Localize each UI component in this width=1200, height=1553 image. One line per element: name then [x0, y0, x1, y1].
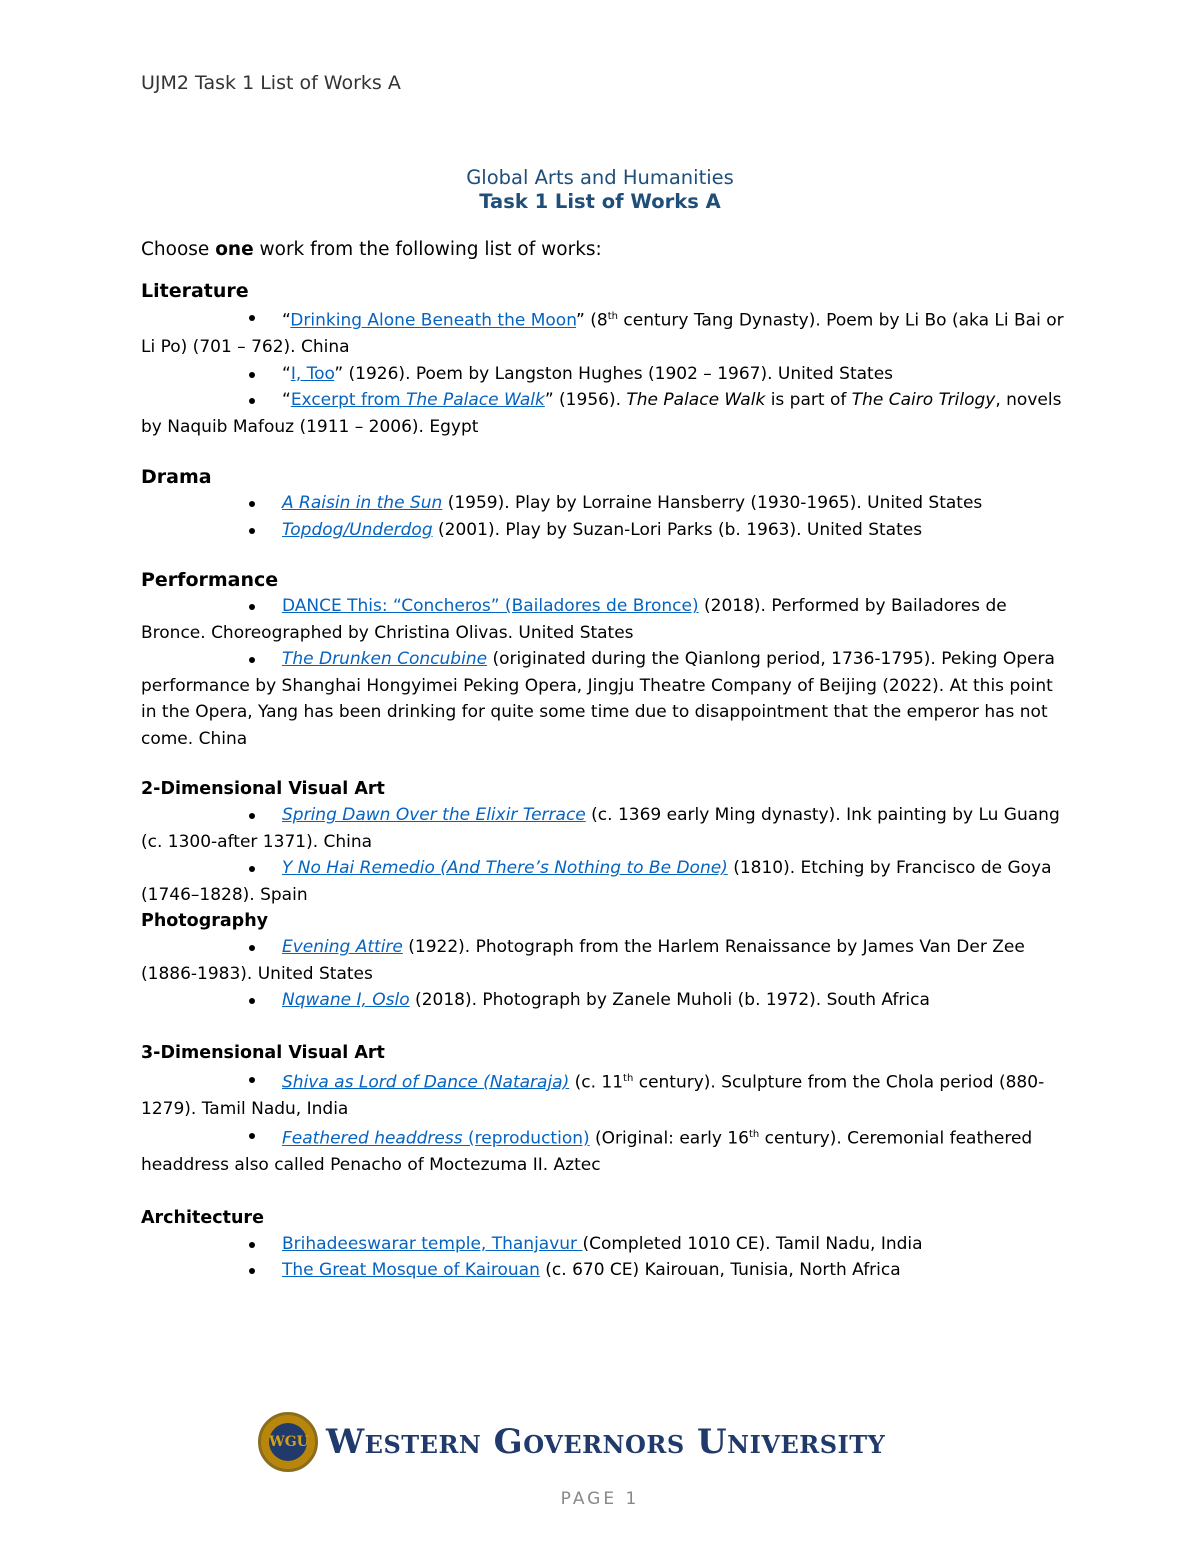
list-item: A Raisin in the Sun (1959). Play by Lorraine Hansberry (1930-1965). United States — [141, 490, 1071, 517]
list-item: “I, Too” (1926). Poem by Langston Hughes (1902 – 1967). United States — [141, 361, 1071, 388]
list-item: Feathered headdress (reproduction) (Original: early 16th century). Ceremonial feathered headdress also called Penacho of Moctezuma II. Aztec — [141, 1128, 1033, 1176]
work-link[interactable]: Spring Dawn Over the Elixir Terrace — [282, 805, 586, 826]
work-link[interactable]: DANCE This: “Concheros” (Bailadores de Bronce) — [282, 596, 699, 617]
work-link[interactable]: Shiva as Lord of Dance (Nataraja) — [282, 1072, 570, 1093]
section-heading-literature: Literature — [141, 280, 249, 302]
section-heading-3d-visual-art: 3-Dimensional Visual Art — [141, 1042, 385, 1063]
page-number: PAGE 1 — [560, 1489, 640, 1509]
bullet-icon — [249, 1242, 255, 1248]
list-item: “Drinking Alone Beneath the Moon” (8th century Tang Dynasty). Poem by Li Bo (aka Li Bai or Li Po) (701 – 762). China — [141, 310, 1064, 358]
work-link[interactable]: Drinking Alone Beneath the Moon — [290, 310, 577, 331]
work-link[interactable]: Brihadeeswarar temple, Thanjavur — [282, 1233, 583, 1254]
section-heading-architecture: Architecture — [141, 1207, 264, 1228]
list-item: Y No Hai Remedio (And There’s Nothing to Be Done) (1810). Etching by Francisco de Goya (1746–1828). Spain — [141, 858, 1052, 905]
work-link[interactable]: Evening Attire — [282, 937, 403, 958]
section-heading-drama: Drama — [141, 466, 212, 489]
list-item: The Great Mosque of Kairouan (c. 670 CE) Kairouan, Tunisia, North Africa — [141, 1257, 1071, 1284]
work-link[interactable]: The Great Mosque of Kairouan — [282, 1260, 540, 1281]
list-item: Evening Attire (1922). Photograph from the Harlem Renaissance by James Van Der Zee (1886-1983). United States — [141, 937, 1025, 984]
bullet-icon — [249, 315, 255, 321]
intro-text: Choose one work from the following list of works: — [141, 239, 602, 260]
work-link[interactable]: Excerpt from The Palace Walk — [290, 390, 545, 411]
title-block — [0, 166, 1200, 214]
bullet-icon — [249, 528, 255, 534]
work-link[interactable]: Nqwane I, Oslo — [282, 990, 410, 1011]
work-link[interactable]: Topdog/Underdog — [282, 519, 433, 540]
works-list — [141, 278, 1071, 1284]
work-link[interactable]: Y No Hai Remedio (And There’s Nothing to Be Done) — [282, 858, 728, 879]
work-link[interactable]: I, Too — [290, 363, 335, 384]
document-subtitle: Task 1 List of Works A — [479, 190, 721, 213]
bullet-icon — [249, 372, 255, 378]
section-heading-photography: Photography — [141, 911, 269, 932]
list-item: Nqwane I, Oslo (2018). Photograph by Zanele Muholi (b. 1972). South Africa — [141, 987, 1071, 1014]
list-item: The Drunken Concubine (originated during the Qianlong period, 1736-1795). Peking Opera performance by Shanghai Hongyimei Peking Opera, Jingju Theatre Company of Beijing (2022). At this point in the Opera, Yang has been drinking for quite some time due to disappointment that the emperor has not come. China — [141, 649, 1055, 749]
section-heading-performance: Performance — [141, 569, 279, 592]
work-link[interactable]: Feathered headdress (reproduction) — [282, 1128, 590, 1149]
section-heading-2d-visual-art: 2-Dimensional Visual Art — [141, 779, 385, 800]
page-header: UJM2 Task 1 List of Works A — [141, 72, 401, 94]
wgu-wordmark: Western Governors University — [326, 1422, 886, 1462]
work-link[interactable]: A Raisin in the Sun — [282, 493, 443, 514]
bullet-icon — [249, 1077, 255, 1083]
wgu-logo — [258, 1412, 885, 1472]
list-item: Spring Dawn Over the Elixir Terrace (c. 1369 early Ming dynasty). Ink painting by Lu Guang (c. 1300-after 1371). China — [141, 805, 1060, 852]
document-title: Global Arts and Humanities — [466, 166, 734, 189]
list-item: “Excerpt from The Palace Walk” (1956). The Palace Walk is part of The Cairo Trilogy, novels by Naquib Mafouz (1911 – 2006). Egypt — [141, 390, 1062, 437]
list-item: DANCE This: “Concheros” (Bailadores de Bronce) (2018). Performed by Bailadores de Bronce. Choreographed by Christina Olivas. United States — [141, 596, 1007, 643]
list-item: Shiva as Lord of Dance (Nataraja) (c. 11th century). Sculpture from the Chola period (880-1279). Tamil Nadu, India — [141, 1072, 1045, 1119]
list-item: Topdog/Underdog (2001). Play by Suzan-Lori Parks (b. 1963). United States — [141, 517, 1071, 544]
work-link[interactable]: The Drunken Concubine — [282, 649, 488, 670]
wgu-seal-icon: WGU — [258, 1412, 318, 1472]
list-item: Brihadeeswarar temple, Thanjavur (Completed 1010 CE). Tamil Nadu, India — [141, 1231, 1071, 1258]
